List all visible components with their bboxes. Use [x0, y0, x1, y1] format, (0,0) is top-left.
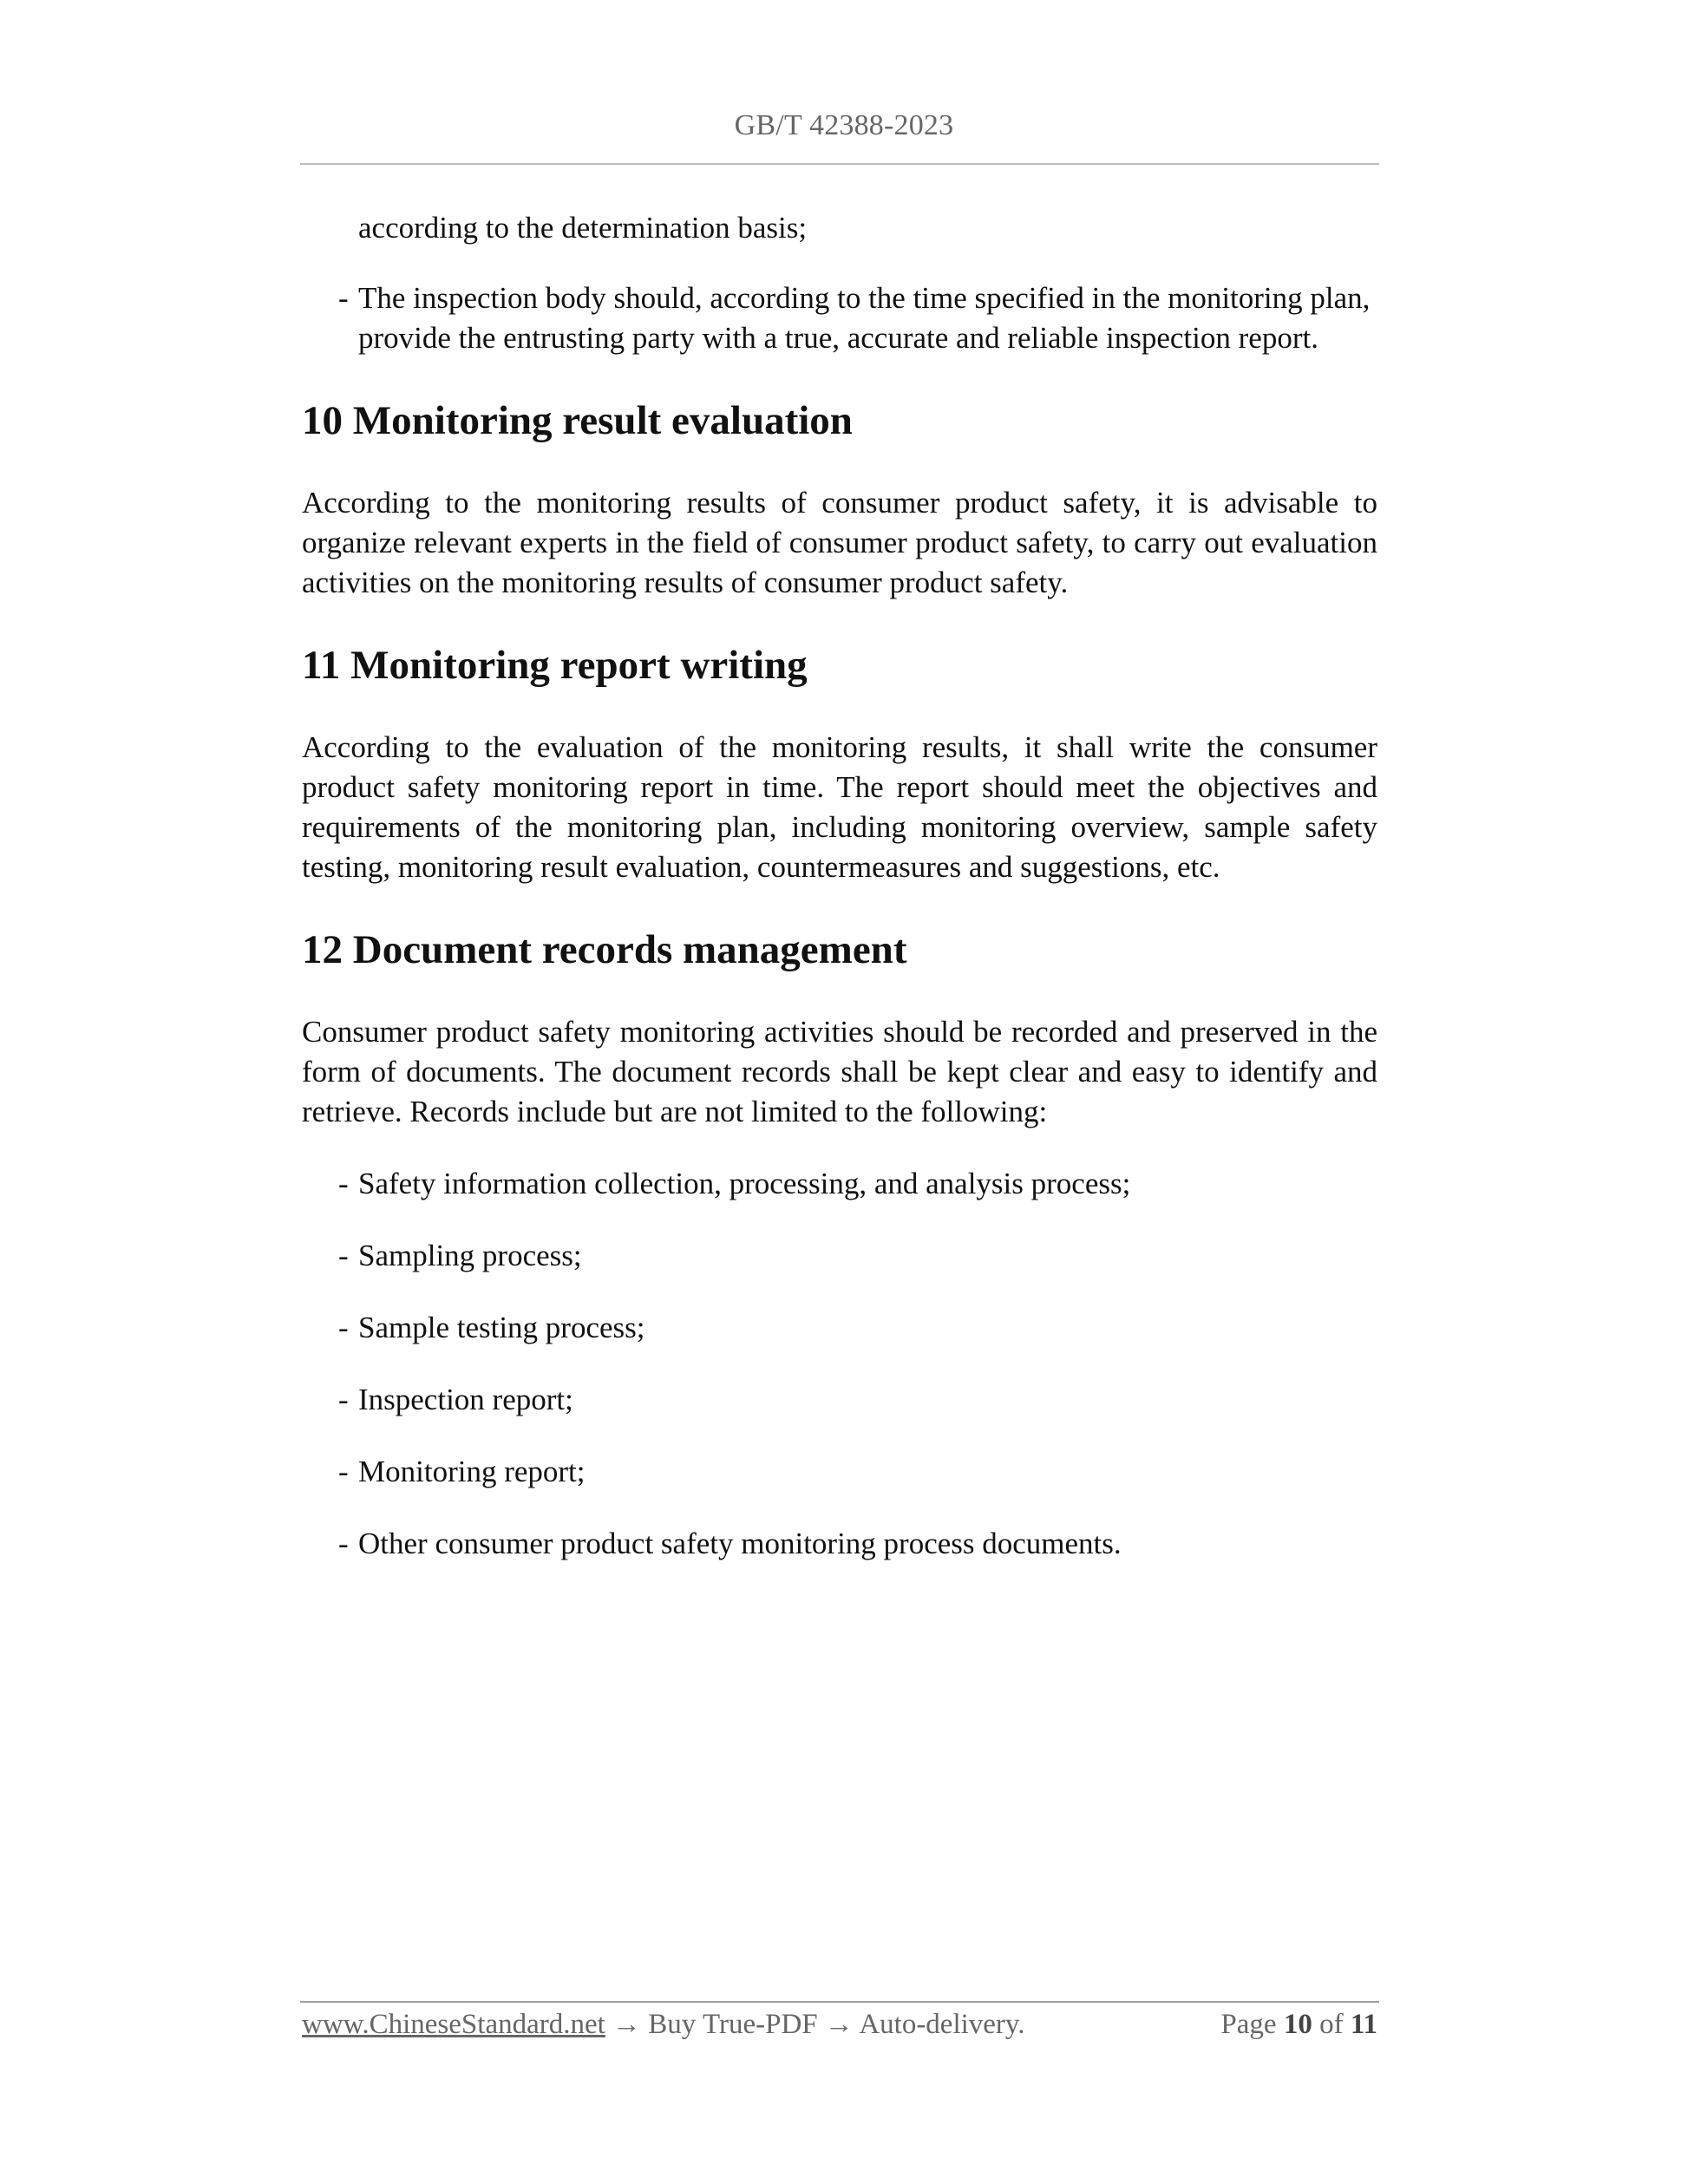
records-list: [302, 1164, 1377, 1564]
list-item-text: Sampling process;: [358, 1239, 582, 1272]
header-divider: [300, 163, 1379, 165]
arrow-right-icon: →: [612, 2009, 642, 2040]
footer-divider: [300, 2001, 1379, 2003]
bullet-dash: -: [338, 281, 349, 315]
website-link[interactable]: www.ChineseStandard.net: [302, 2009, 605, 2040]
bullet-dash: -: [338, 1527, 349, 1560]
bullet-text: The inspection body should, according to the time specified in the monitoring plan, provide the entrusting party with a true, accurate and reliable inspection report.: [358, 281, 1371, 355]
list-item: [302, 1308, 1377, 1348]
bullet-dash: -: [338, 1311, 349, 1344]
bullet-item-inspection-report: [302, 278, 1377, 358]
page-current: 10: [1283, 2009, 1312, 2040]
list-item: [302, 1236, 1377, 1276]
page-label: Page: [1220, 2009, 1277, 2040]
list-item: [302, 1164, 1377, 1204]
list-item-text: Sample testing process;: [358, 1311, 645, 1344]
arrow-right-icon: →: [824, 2009, 854, 2040]
bullet-dash: -: [338, 1455, 349, 1488]
bullet-dash: -: [338, 1383, 349, 1416]
page-total: 11: [1350, 2009, 1377, 2040]
list-item: [302, 1380, 1377, 1420]
header-title: GB/T 42388-2023: [734, 109, 954, 141]
section-10-heading: 10 Monitoring result evaluation: [302, 398, 853, 443]
list-item-text: Safety information collection, processing, and analysis process;: [358, 1167, 1131, 1200]
buy-text: Buy True-PDF: [648, 2009, 818, 2040]
list-item-text: Other consumer product safety monitoring process documents.: [358, 1527, 1122, 1560]
section-11-heading: 11 Monitoring report writing: [302, 643, 808, 688]
section-10-paragraph: According to the monitoring results of consumer product safety, it is advisable to organize relevant experts in the field of consumer product safety, to carry out evaluation activities on the monitoring results of consumer product safety.: [302, 486, 1377, 599]
section-12-heading: 12 Document records management: [302, 927, 907, 972]
bullet-dash: -: [338, 1167, 349, 1200]
page-number: [1220, 2004, 1377, 2045]
page-of: of: [1319, 2009, 1344, 2040]
section-11-paragraph: According to the evaluation of the monitoring results, it shall write the consumer product safety monitoring report in time. The report should meet the objectives and requirements of the monitoring plan, including monitoring overview, sample safety testing, monitoring result evaluation, countermeasures and suggestions, etc.: [302, 730, 1377, 884]
list-item-text: Monitoring report;: [358, 1455, 586, 1488]
page-content: [302, 208, 1377, 1564]
bullet-dash: -: [338, 1239, 349, 1272]
list-item-text: Inspection report;: [358, 1383, 573, 1416]
list-item: [302, 1524, 1377, 1564]
delivery-text: Auto-delivery.: [859, 2009, 1025, 2040]
continuation-text: according to the determination basis;: [358, 211, 808, 245]
list-item: [302, 1452, 1377, 1492]
section-12-paragraph: Consumer product safety monitoring activities should be recorded and preserved in the form of documents. The document records shall be kept clear and easy to identify and retrieve. Records include but are not limited to the following:: [302, 1015, 1377, 1128]
footer-promo: [302, 2004, 1025, 2045]
